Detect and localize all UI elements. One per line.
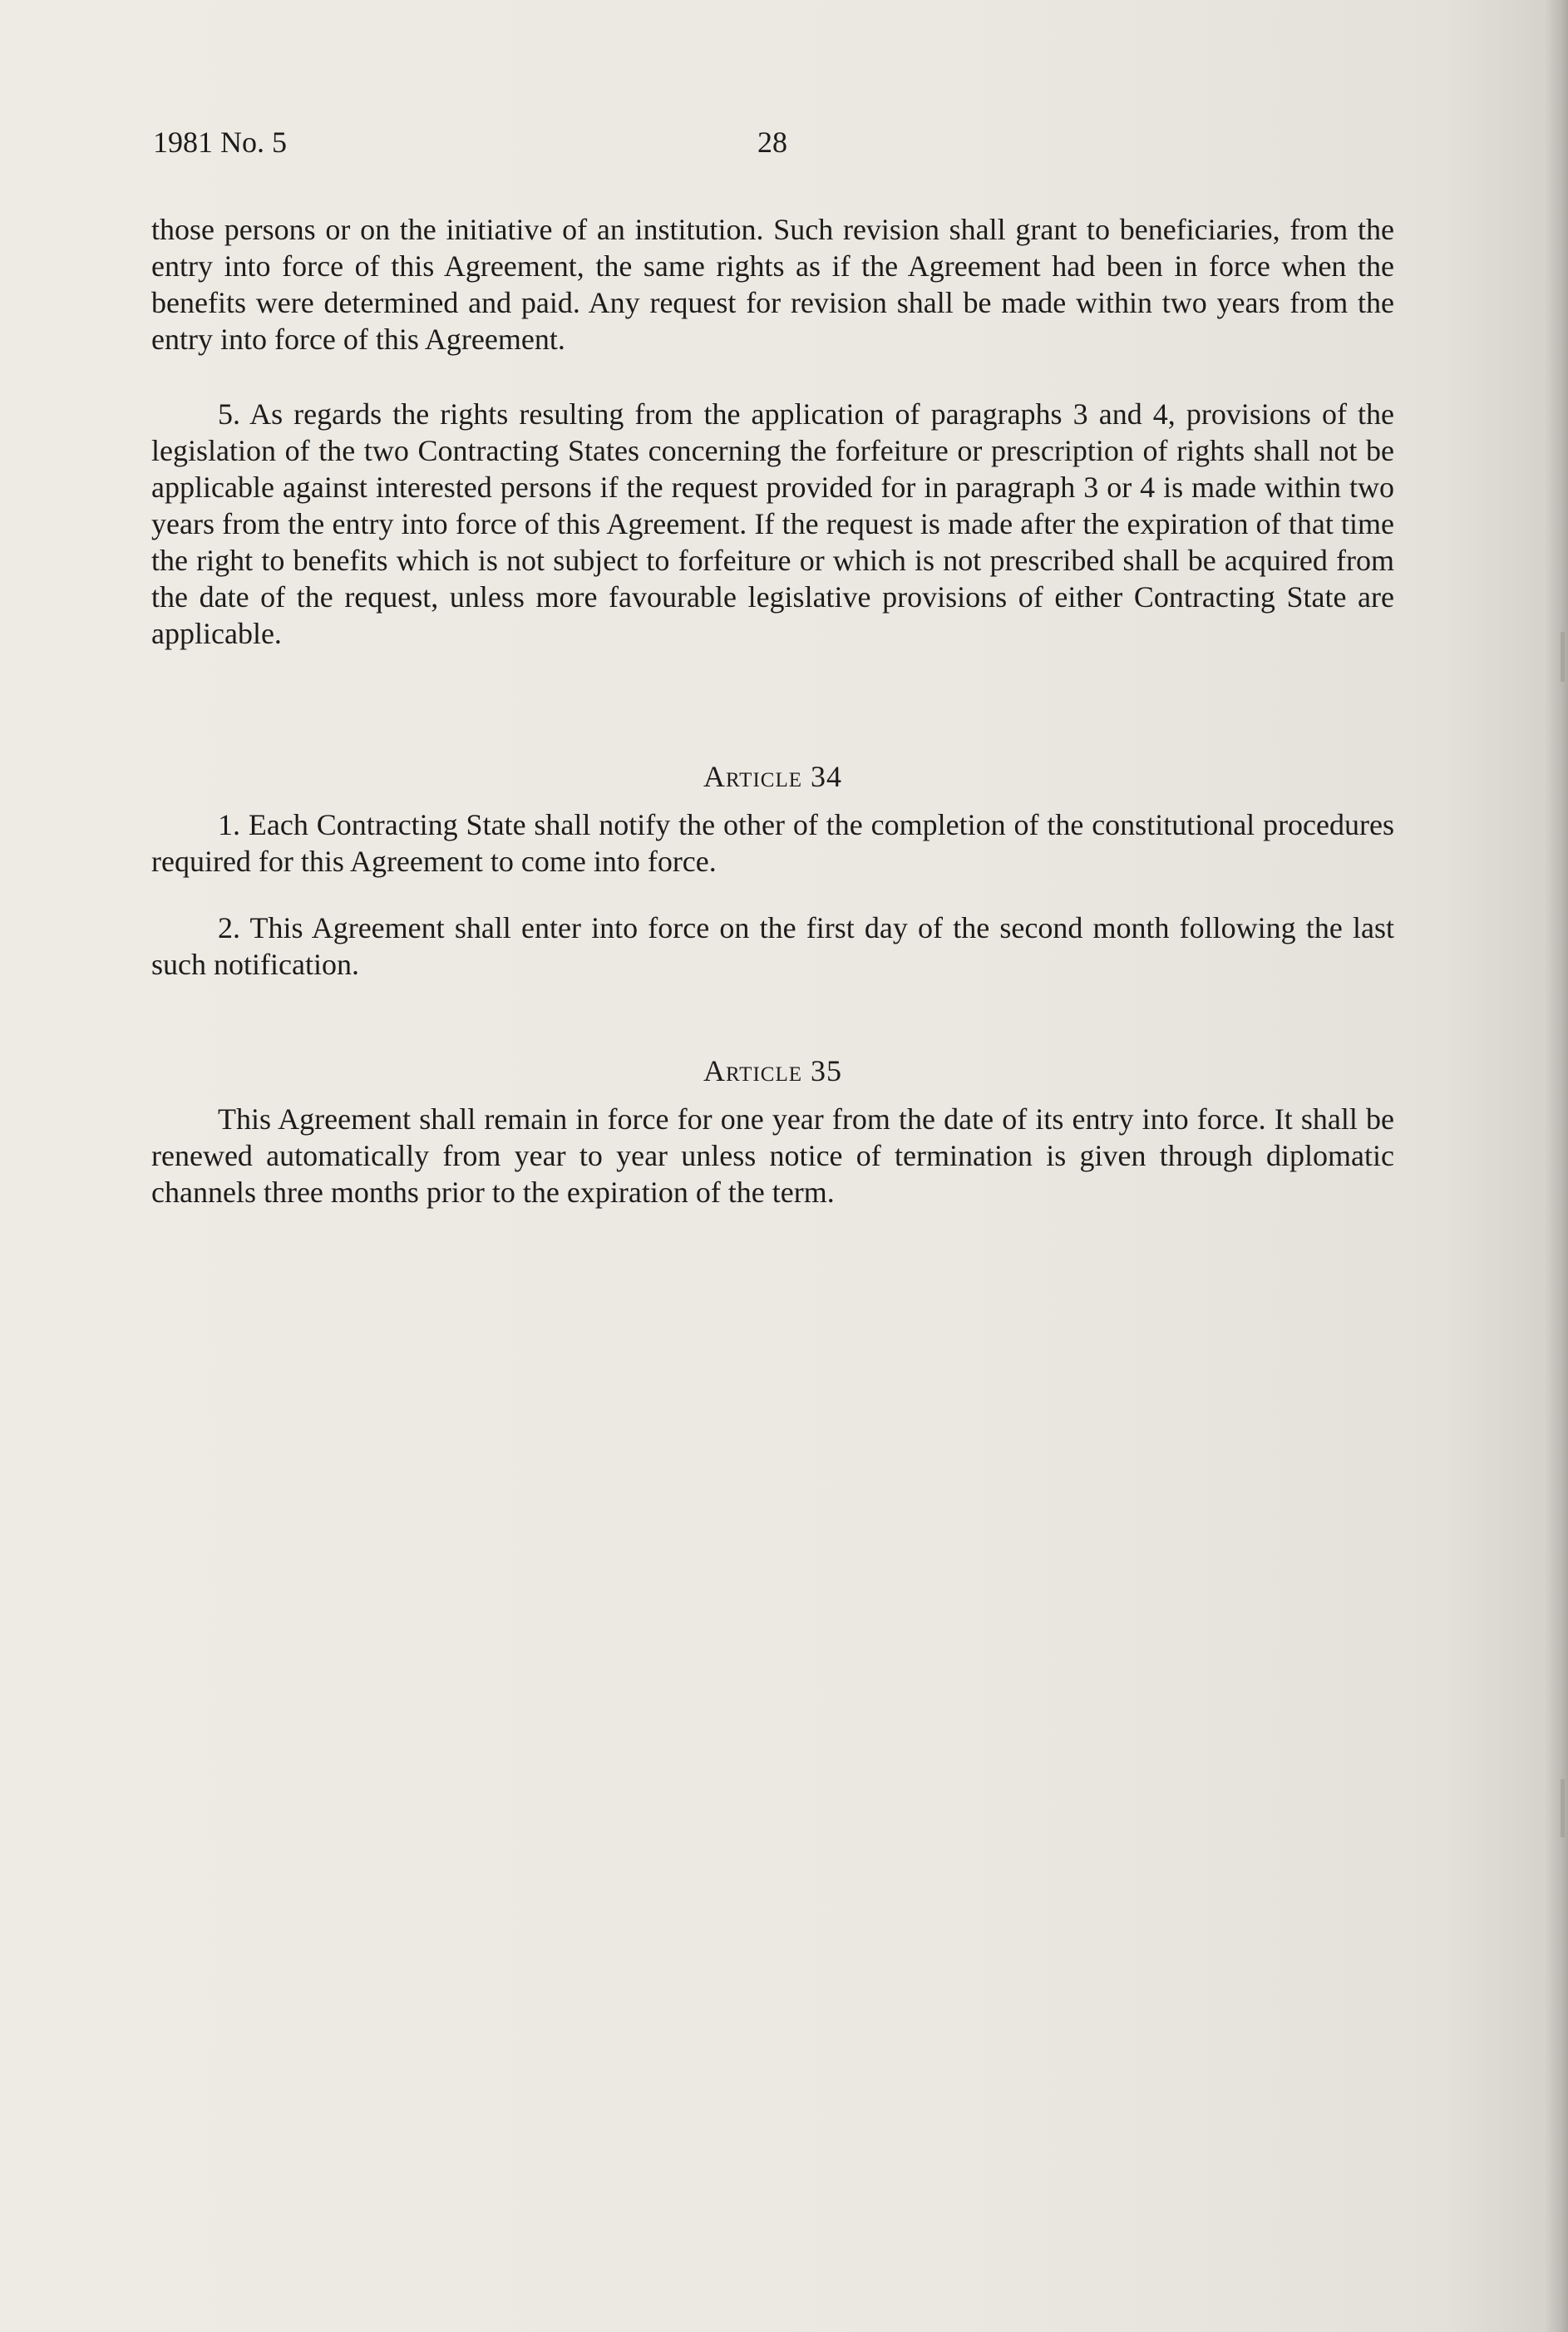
paragraph-5: 5. As regards the rights resulting from the application of paragraphs 3 and 4, provisions of the legislation of the two Contracting States concerning the forfeiture or prescription of rights shall not be applicable against interested persons if the request provided for in paragraph 3 or 4 is made within two years from the entry into force of this Agreement. If the request is made after the expiration of that time the right to benefits which is not subject to forfeiture or which is not prescribed shall be acquired from the date of the request, unless more favourable legislative provisions of either Contracting State are applicable.: [151, 397, 1394, 650]
margin-mark: [1561, 1779, 1565, 1837]
page-header: [153, 125, 1400, 166]
page-number: 28: [757, 126, 787, 159]
margin-mark: [1561, 632, 1565, 682]
article-34-paragraph-2: 2. This Agreement shall enter into force on the first day of the second month following the last such notification.: [151, 911, 1394, 981]
page-edge-shadow: [1545, 0, 1568, 2332]
paragraph-4-continued: those persons or on the initiative of an institution. Such revision shall grant to beneficiaries, from the entry into force of this Agreement, the same rights as if the Agreement had been in force when the benefits were determined and paid. Any request for revision shall be made within two years from the entry into force of this Agreement.: [151, 213, 1394, 356]
body-text: [151, 211, 1394, 1210]
article-34-paragraph-1: 1. Each Contracting State shall notify the other of the completion of the constitutional procedures required for this Agreement to come into force.: [151, 808, 1394, 878]
article-35-paragraph: This Agreement shall remain in force for one year from the date of its entry into force. It shall be renewed automatically from year to year unless notice of termination is given through diplomatic channels three months prior to the expiration of the term.: [151, 1102, 1394, 1209]
article-34-heading: Article 34: [703, 760, 842, 793]
document-number: 1981 No. 5: [153, 126, 287, 159]
article-35-heading: Article 35: [703, 1054, 842, 1087]
